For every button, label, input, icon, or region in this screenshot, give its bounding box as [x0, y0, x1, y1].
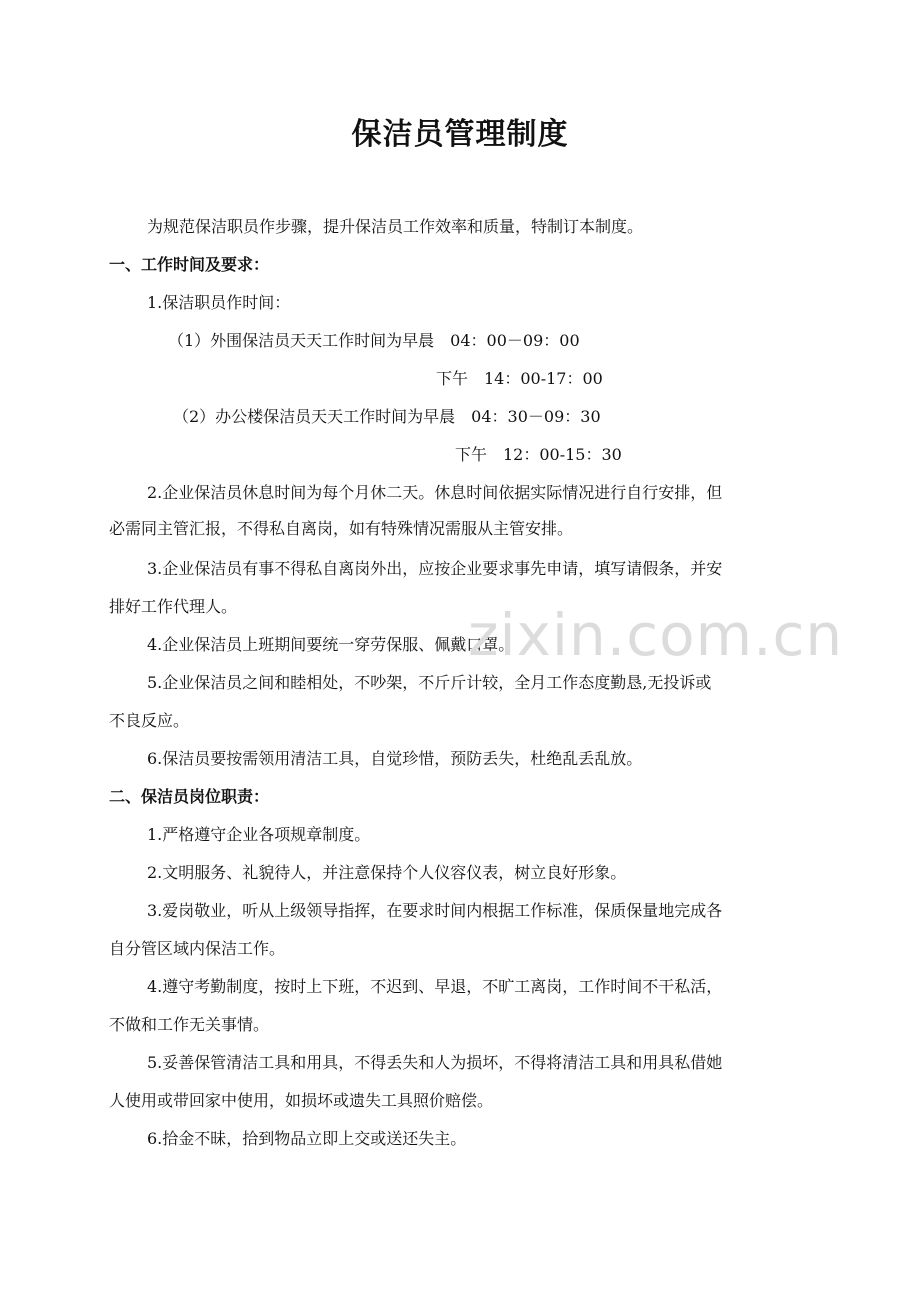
- schedule-office-afternoon: 下午 12：00-15：30: [455, 445, 622, 464]
- section1-item6: 6.保洁员要按需领用清洁工具，自觉珍惜，预防丢失，杜绝乱丢乱放。: [147, 749, 643, 768]
- intro-paragraph: 为规范保洁职员作步骤，提升保洁员工作效率和质量，特制订本制度。: [147, 217, 644, 236]
- section1-item5-line2: 不良反应。: [109, 711, 190, 730]
- section1-item1-label: 1.保洁职员作时间：: [147, 293, 291, 312]
- section2-item6: 6.拾金不昧，拾到物品立即上交或送还失主。: [147, 1129, 467, 1148]
- section2-item2: 2.文明服务、礼貌待人，并注意保持个人仪容仪表，树立良好形象。: [147, 863, 627, 882]
- schedule-outdoor-afternoon: 下午 14：00-17：00: [436, 369, 603, 388]
- section2-item5-line1: 5.妥善保管清洁工具和用具，不得丢失和人为损坏，不得将清洁工具和用具私借她: [147, 1053, 723, 1072]
- section1-heading: 一、工作时间及要求：: [109, 255, 270, 274]
- section1-item5-line1: 5.企业保洁员之间和睦相处，不吵架，不斤斤计较，全月工作态度勤恳,无投诉或: [147, 673, 712, 692]
- section2-item4-line1: 4.遵守考勤制度，按时上下班，不迟到、早退，不旷工离岗，工作时间不干私活，: [147, 977, 723, 996]
- section2-item4-line2: 不做和工作无关事情。: [109, 1015, 270, 1034]
- watermark: zixin.com.cn: [468, 601, 844, 669]
- section1-item2-line2: 必需同主管汇报，不得私自离岗，如有特殊情况需服从主管安排。: [109, 519, 574, 538]
- section1-item4: 4.企业保洁员上班期间要统一穿劳保服、佩戴口罩。: [147, 635, 515, 654]
- section2-item1: 1.严格遵守企业各项规章制度。: [147, 825, 371, 844]
- section2-item5-line2: 人使用或带回家中使用，如损坏或遗失工具照价赔偿。: [109, 1091, 494, 1110]
- page-title: 保洁员管理制度: [351, 117, 569, 152]
- section1-item3-line2: 排好工作代理人。: [109, 597, 238, 616]
- section2-heading: 二、保洁员岗位职责：: [109, 787, 270, 806]
- schedule-outdoor-morning: （1）外围保洁员天天工作时间为早晨 04：00－09：00: [168, 331, 580, 350]
- section1-item2-line1: 2.企业保洁员休息时间为每个月休二天。休息时间依据实际情况进行自行安排，但: [147, 483, 723, 502]
- section2-item3-line2: 自分管区域内保洁工作。: [109, 939, 286, 958]
- section2-item3-line1: 3.爱岗敬业，听从上级领导指挥，在要求时间内根据工作标准，保质保量地完成各: [147, 901, 723, 920]
- section1-item3-line1: 3.企业保洁员有事不得私自离岗外出，应按企业要求事先申请，填写请假条，并安: [147, 559, 723, 578]
- schedule-office-morning: （2）办公楼保洁员天天工作时间为早晨 04：30－09：30: [173, 407, 601, 426]
